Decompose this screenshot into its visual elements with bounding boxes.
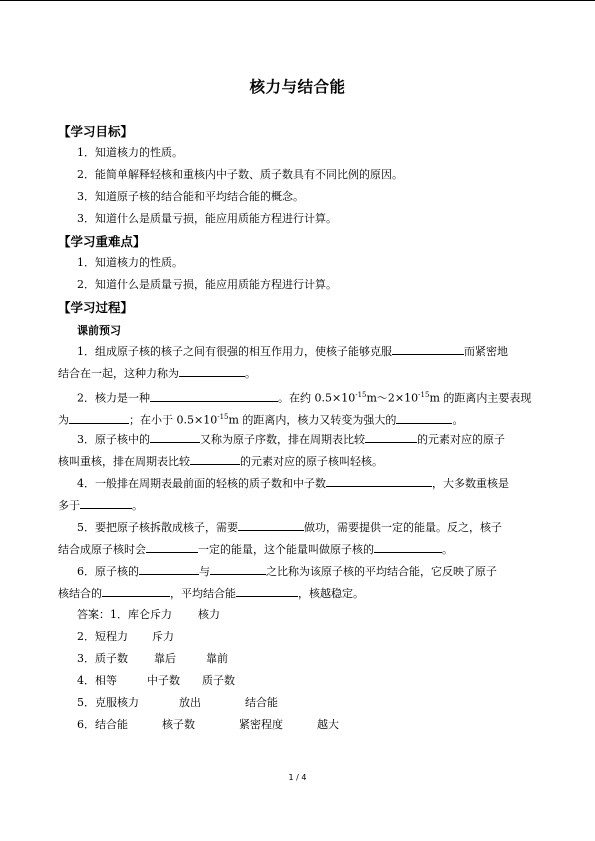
- answer-line-5: 5．克服核力 放出 结合能: [77, 696, 278, 709]
- answer-line-4: 4．相等 中子数 质子数: [77, 674, 235, 687]
- answer-blank[interactable]: [365, 432, 417, 443]
- answer-blank[interactable]: [150, 391, 278, 402]
- answer-blank[interactable]: [236, 586, 298, 597]
- answer-blank[interactable]: [374, 542, 442, 553]
- question-5-line-2: 结合成原子核时会 一定的能量，这个能量叫做原子核的 。: [58, 543, 453, 556]
- answer-line-6: 6．结合能 核子数 紧密程度 越大: [77, 718, 339, 731]
- answer-blank[interactable]: [396, 413, 452, 424]
- section-process-header: 【学习过程】: [58, 300, 134, 315]
- question-6-line-1: 6．原子核的 与 之比称为该原子核的平均结合能，它反映了原子: [77, 565, 497, 578]
- answer-blank[interactable]: [326, 476, 432, 487]
- section-objectives-header: 【学习目标】: [58, 124, 134, 139]
- objective-item: 3．知道原子核的结合能和平均结合能的概念。: [77, 190, 304, 203]
- question-5-line-1: 5．要把原子核拆散成核子，需要 做功，需要提供一定的能量。反之，核子: [77, 521, 502, 534]
- answer-blank[interactable]: [80, 498, 132, 509]
- question-3-line-1: 3．原子核中的 又称为原子序数，排在周期表比较 的元素对应的原子: [77, 433, 505, 446]
- objective-item: 1．知道核力的性质。: [77, 146, 183, 159]
- answer-blank[interactable]: [146, 542, 198, 553]
- page-title: 核力与结合能: [249, 78, 346, 96]
- answer-blank[interactable]: [392, 344, 464, 355]
- objective-item: 3．知道什么是质量亏损，能应用质能方程进行计算。: [77, 212, 337, 225]
- section-keypoints-header: 【学习重难点】: [58, 234, 146, 249]
- answer-line-2: 2．短程力 斥力: [77, 630, 174, 643]
- question-4-line-2: 多于 。: [58, 499, 143, 512]
- answer-blank[interactable]: [190, 454, 240, 465]
- answer-blank[interactable]: [102, 586, 170, 597]
- question-2-line-2: 为 ；在小于 $0.5\times 10^{-15}m$ 的距离内，核力又转变为强大的 。: [58, 413, 464, 427]
- answer-blank[interactable]: [150, 432, 200, 443]
- keypoint-item: 2．知道什么是质量亏损，能应用质能方程进行计算。: [77, 278, 337, 291]
- top-rule: [0, 0, 595, 1]
- page-number: 1 / 4: [288, 773, 307, 782]
- question-6-line-2: 核结合的 ，平均结合能 ，核越稳定。: [58, 587, 364, 600]
- objective-item: 2．能简单解释轻核和重核内中子数、质子数具有不同比例的原因。: [77, 168, 403, 181]
- keypoint-item: 1．知道核力的性质。: [77, 256, 183, 269]
- answer-line-3: 3．质子数 靠后 靠前: [77, 652, 228, 665]
- question-3-line-2: 核叫重核，排在周期表比较 的元素对应的原子核叫轻核。: [58, 455, 383, 468]
- answer-blank[interactable]: [210, 564, 266, 575]
- question-2-line-1: 2．核力是一种 。在约 $0.5\times 10^{-15}m\sim 2\times 10^{-15}m$ 的距离内主要表现: [77, 391, 532, 405]
- answer-blank[interactable]: [139, 564, 199, 575]
- preview-subheading: 课前预习: [77, 324, 121, 337]
- question-4-line-1: 4．一般排在周期表最前面的轻核的质子数和中子数 ，大多数重核是: [77, 477, 509, 490]
- answer-blank[interactable]: [238, 520, 304, 531]
- answer-blank[interactable]: [69, 413, 129, 424]
- question-1-line-2: 结合在一起，这种力称为 。: [58, 367, 256, 380]
- answer-line-1: 答案：1．库仑斥力 核力: [77, 608, 220, 621]
- question-1-line-1: 1．组成原子核的核子之间有很强的相互作用力，使核子能够克服 而紧密地: [77, 345, 508, 358]
- answer-blank[interactable]: [179, 366, 245, 377]
